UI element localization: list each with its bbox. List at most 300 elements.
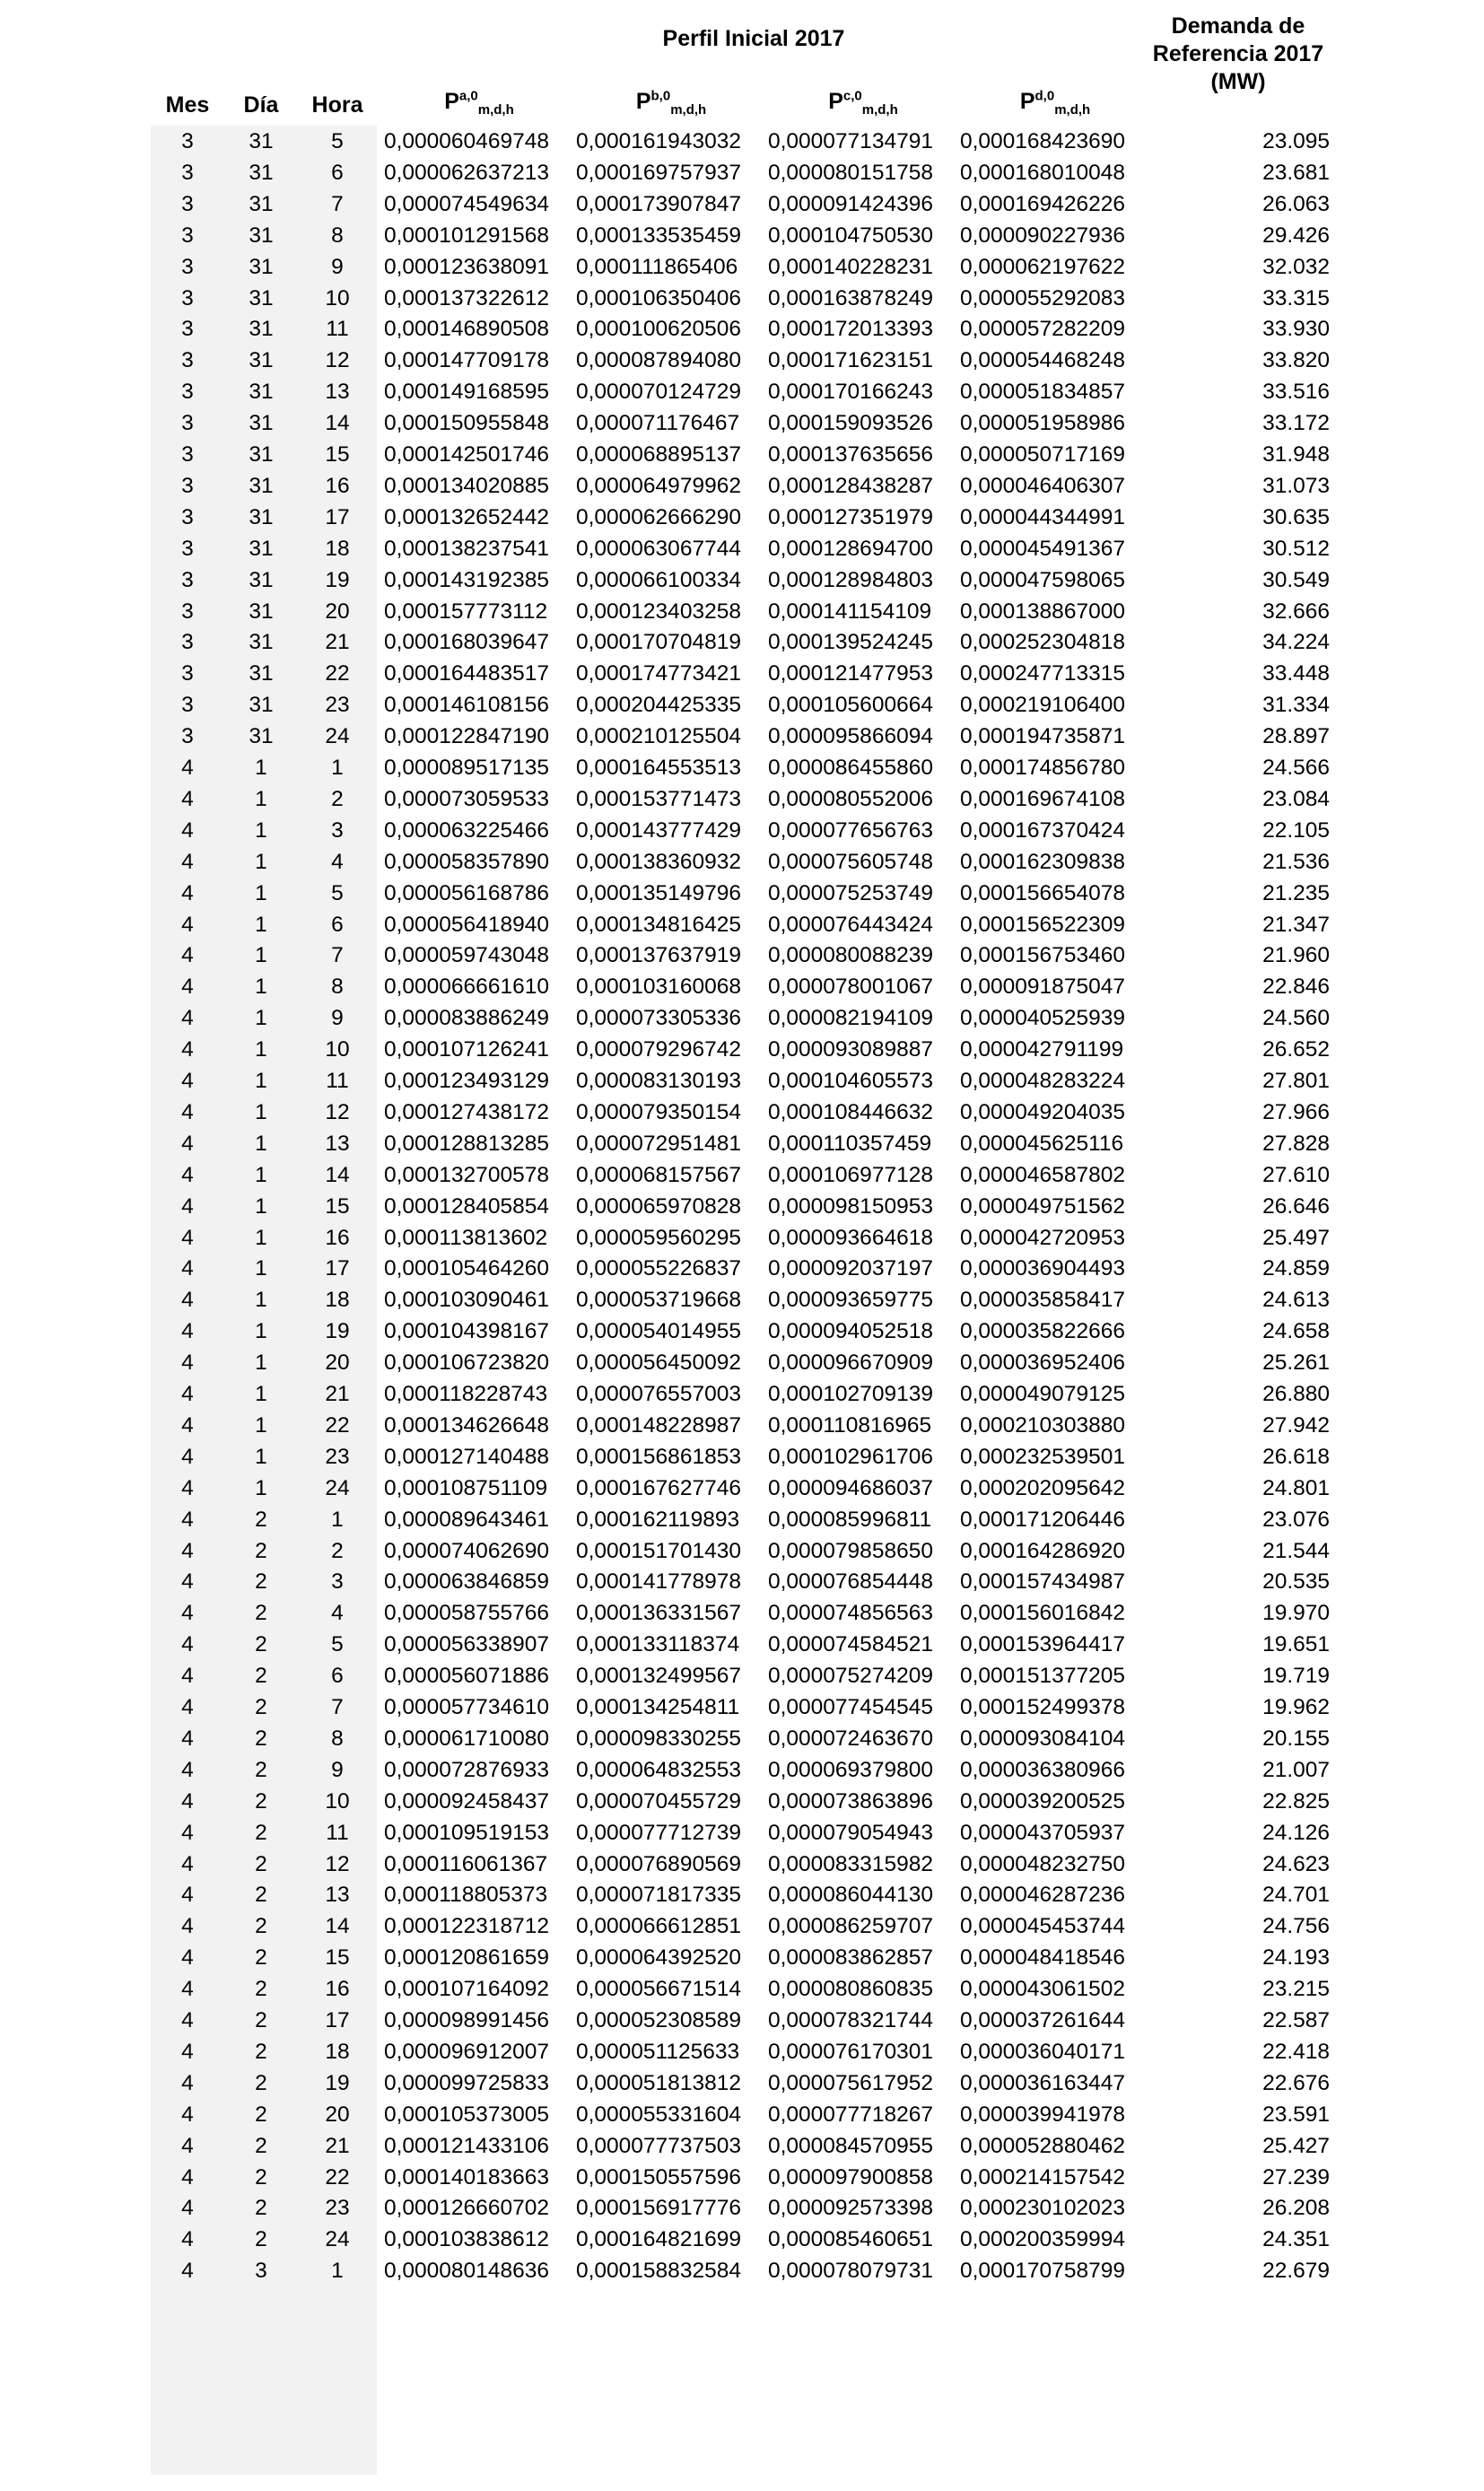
cell-mes: 4 xyxy=(181,1256,194,1281)
table-row xyxy=(0,188,1484,220)
cell-pa: 0,000122318712 xyxy=(384,1914,549,1939)
cell-hora: 8 xyxy=(331,975,344,1000)
cell-pb: 0,000103160068 xyxy=(576,975,741,1000)
cell-demanda: 24.613 xyxy=(1262,1288,1330,1313)
cell-pa: 0,000128813285 xyxy=(384,1131,549,1156)
cell-dia: 1 xyxy=(255,1162,267,1187)
cell-demanda: 23.591 xyxy=(1262,2102,1330,2127)
cell-pa: 0,000127140488 xyxy=(384,1444,549,1469)
cell-pd: 0,000156016842 xyxy=(960,1601,1125,1626)
cell-demanda: 19.651 xyxy=(1262,1632,1330,1657)
cell-mes: 4 xyxy=(181,1788,194,1814)
cell-mes: 3 xyxy=(181,285,194,310)
cell-pb: 0,000055226837 xyxy=(576,1256,741,1281)
cell-pc: 0,000093664618 xyxy=(768,1225,933,1250)
cell-pc: 0,000079054943 xyxy=(768,1820,933,1845)
cell-pb: 0,000066612851 xyxy=(576,1914,741,1939)
cell-dia: 1 xyxy=(255,1069,267,1093)
cell-pb: 0,000106350406 xyxy=(576,285,741,310)
cell-mes: 4 xyxy=(181,1851,194,1876)
cell-pb: 0,000071817335 xyxy=(576,1883,741,1908)
cell-mes: 3 xyxy=(181,160,194,185)
cell-pc: 0,000078321744 xyxy=(768,2008,933,2032)
cell-demanda: 33.315 xyxy=(1262,285,1330,310)
cell-dia: 1 xyxy=(255,756,267,780)
cell-pa: 0,000157773112 xyxy=(384,599,548,624)
cell-demanda: 29.426 xyxy=(1262,223,1330,248)
cell-pb: 0,000065970828 xyxy=(576,1193,741,1219)
cell-mes: 4 xyxy=(181,975,194,1000)
cell-pa: 0,000099725833 xyxy=(384,2070,549,2095)
cell-demanda: 31.073 xyxy=(1262,473,1330,498)
cell-pa: 0,000116061367 xyxy=(384,1851,548,1876)
cell-pb: 0,000134254811 xyxy=(576,1695,740,1719)
table-row xyxy=(0,1849,1484,1880)
cell-pd: 0,000230102023 xyxy=(960,2196,1125,2221)
cell-pc: 0,000074856563 xyxy=(768,1601,933,1626)
cell-hora: 3 xyxy=(331,1569,344,1595)
cell-mes: 4 xyxy=(181,1444,194,1469)
cell-pb: 0,000153771473 xyxy=(576,786,741,811)
cell-demanda: 24.193 xyxy=(1262,1945,1330,1971)
cell-mes: 4 xyxy=(181,1945,194,1971)
cell-demanda: 23.076 xyxy=(1262,1507,1330,1532)
table-row xyxy=(0,1347,1484,1378)
cell-pd: 0,000194735871 xyxy=(960,724,1125,749)
cell-dia: 31 xyxy=(249,191,274,216)
cell-hora: 23 xyxy=(325,693,350,718)
demand-header-line2: Referencia 2017 xyxy=(1152,41,1324,66)
cell-dia: 2 xyxy=(255,2227,267,2252)
cell-hora: 14 xyxy=(325,1162,350,1187)
cell-dia: 31 xyxy=(249,724,274,749)
cell-demanda: 19.970 xyxy=(1262,1601,1330,1626)
cell-pa: 0,000120861659 xyxy=(384,1945,549,1971)
cell-dia: 1 xyxy=(255,1288,267,1313)
cell-demanda: 24.756 xyxy=(1262,1914,1330,1939)
cell-mes: 4 xyxy=(181,1350,194,1376)
cell-dia: 31 xyxy=(249,693,274,718)
cell-hora: 9 xyxy=(331,1757,344,1782)
cell-pb: 0,000055331604 xyxy=(576,2102,741,2127)
table-row xyxy=(0,564,1484,596)
cell-dia: 2 xyxy=(255,2164,267,2189)
cell-demanda: 33.820 xyxy=(1262,348,1330,373)
cell-demanda: 33.930 xyxy=(1262,317,1330,342)
table-row xyxy=(0,815,1484,846)
cell-mes: 4 xyxy=(181,912,194,937)
cell-pb: 0,000053719668 xyxy=(576,1288,741,1313)
cell-pd: 0,000232539501 xyxy=(960,1444,1125,1469)
cell-mes: 4 xyxy=(181,1131,194,1156)
table-row xyxy=(0,1691,1484,1723)
cell-pa: 0,000056418940 xyxy=(384,912,549,937)
table-row xyxy=(0,878,1484,909)
table-row xyxy=(0,1191,1484,1222)
cell-dia: 2 xyxy=(255,2039,267,2064)
table-row xyxy=(0,1504,1484,1535)
table-row xyxy=(0,1253,1484,1284)
cell-mes: 4 xyxy=(181,1538,194,1563)
cell-demanda: 24.701 xyxy=(1262,1883,1330,1908)
cell-mes: 4 xyxy=(181,849,194,874)
cell-mes: 4 xyxy=(181,1601,194,1626)
cell-pd: 0,000156522309 xyxy=(960,912,1125,937)
cell-pb: 0,000051813812 xyxy=(576,2070,741,2095)
table-row xyxy=(0,157,1484,188)
cell-demanda: 23.681 xyxy=(1262,160,1330,185)
cell-pd: 0,000157434987 xyxy=(960,1569,1125,1595)
table-row xyxy=(0,502,1484,533)
cell-hora: 16 xyxy=(325,1225,350,1250)
cell-pc: 0,000080860835 xyxy=(768,1977,933,2002)
cell-hora: 6 xyxy=(331,160,344,185)
cell-pa: 0,000146890508 xyxy=(384,317,549,342)
cell-pa: 0,000074549634 xyxy=(384,191,549,216)
cell-demanda: 33.516 xyxy=(1262,380,1330,405)
cell-pb: 0,000062666290 xyxy=(576,504,741,529)
cell-dia: 2 xyxy=(255,1788,267,1814)
cell-pb: 0,000167627746 xyxy=(576,1475,741,1500)
cell-pd: 0,000170758799 xyxy=(960,2259,1125,2284)
cell-pc: 0,000075274209 xyxy=(768,1664,933,1689)
cell-pa: 0,000118228743 xyxy=(384,1382,548,1406)
cell-pd: 0,000045491367 xyxy=(960,536,1125,561)
cell-demanda: 24.566 xyxy=(1262,756,1330,780)
cell-dia: 1 xyxy=(255,1256,267,1281)
cell-pb: 0,000174773421 xyxy=(576,661,741,686)
cell-pd: 0,000045453744 xyxy=(960,1914,1125,1939)
cell-pb: 0,000064979962 xyxy=(576,473,741,498)
cell-dia: 2 xyxy=(255,2196,267,2221)
cell-hora: 8 xyxy=(331,1726,344,1751)
cell-pd: 0,000037261644 xyxy=(960,2008,1125,2032)
cell-pd: 0,000202095642 xyxy=(960,1475,1125,1500)
cell-hora: 11 xyxy=(326,317,349,342)
cell-hora: 23 xyxy=(325,2196,350,2221)
cell-pd: 0,000153964417 xyxy=(960,1632,1125,1657)
table-row xyxy=(0,2067,1484,2099)
cell-demanda: 27.942 xyxy=(1262,1412,1330,1438)
cell-demanda: 27.801 xyxy=(1262,1069,1330,1093)
cell-mes: 4 xyxy=(181,1977,194,2002)
cell-demanda: 33.448 xyxy=(1262,661,1330,686)
table-row xyxy=(0,1566,1484,1597)
cell-pc: 0,000086455860 xyxy=(768,756,933,780)
table-row xyxy=(0,1378,1484,1410)
cell-dia: 2 xyxy=(255,1664,267,1689)
cell-pd: 0,000167370424 xyxy=(960,817,1125,843)
cell-demanda: 22.846 xyxy=(1262,975,1330,1000)
cell-dia: 1 xyxy=(255,1444,267,1469)
cell-demanda: 24.801 xyxy=(1262,1475,1330,1500)
cell-pc: 0,000075617952 xyxy=(768,2070,933,2095)
cell-hora: 19 xyxy=(325,1319,350,1344)
cell-pd: 0,000036952406 xyxy=(960,1350,1125,1376)
cell-dia: 2 xyxy=(255,1883,267,1908)
cell-demanda: 21.235 xyxy=(1262,880,1330,905)
header-pc: P$^{c,0}_{m,d,h}$ xyxy=(828,88,898,118)
cell-dia: 2 xyxy=(255,1507,267,1532)
header-pd: P$^{d,0}_{m,d,h}$ xyxy=(1019,88,1091,118)
cell-dia: 1 xyxy=(255,1475,267,1500)
cell-demanda: 25.427 xyxy=(1262,2133,1330,2158)
demand-header-line3: (MW) xyxy=(1210,69,1266,94)
cell-hora: 21 xyxy=(325,2133,350,2158)
cell-pb: 0,000077737503 xyxy=(576,2133,741,2158)
cell-pb: 0,000071176467 xyxy=(576,411,740,436)
cell-pd: 0,000048232750 xyxy=(960,1851,1125,1876)
cell-pa: 0,000104398167 xyxy=(384,1319,549,1344)
cell-hora: 1 xyxy=(331,1507,344,1532)
cell-pb: 0,000068895137 xyxy=(576,442,741,467)
cell-pc: 0,000085460651 xyxy=(768,2227,933,2252)
cell-pa: 0,000137322612 xyxy=(384,285,549,310)
cell-pb: 0,000064392520 xyxy=(576,1945,741,1971)
cell-pc: 0,000092037197 xyxy=(768,1256,933,1281)
table-row xyxy=(0,1410,1484,1441)
cell-mes: 4 xyxy=(181,1820,194,1845)
cell-pb: 0,000123403258 xyxy=(576,599,741,624)
cell-mes: 4 xyxy=(181,1883,194,1908)
cell-pd: 0,000057282209 xyxy=(960,317,1125,342)
cell-pc: 0,000075605748 xyxy=(768,849,933,874)
cell-pb: 0,000076557003 xyxy=(576,1382,741,1406)
cell-pa: 0,000168039647 xyxy=(384,630,549,655)
cell-pd: 0,000047598065 xyxy=(960,567,1125,592)
cell-pd: 0,000048283224 xyxy=(960,1069,1125,1093)
cell-mes: 4 xyxy=(181,1319,194,1344)
cell-pd: 0,000168423690 xyxy=(960,129,1125,153)
cell-mes: 4 xyxy=(181,1006,194,1031)
cell-pa: 0,000101291568 xyxy=(384,223,549,248)
cell-pd: 0,000093084104 xyxy=(960,1726,1125,1751)
cell-pb: 0,000087894080 xyxy=(576,348,741,373)
cell-dia: 1 xyxy=(255,1006,267,1031)
cell-pc: 0,000069379800 xyxy=(768,1757,933,1782)
cell-mes: 3 xyxy=(181,380,194,405)
cell-pd: 0,000036040171 xyxy=(960,2039,1125,2064)
cell-pb: 0,000076890569 xyxy=(576,1851,741,1876)
cell-pc: 0,000077656763 xyxy=(768,817,933,843)
cell-pc: 0,000110357459 xyxy=(768,1131,932,1156)
cell-pb: 0,000164553513 xyxy=(576,756,741,780)
table-row xyxy=(0,940,1484,971)
cell-hora: 24 xyxy=(325,724,350,749)
cell-mes: 4 xyxy=(181,2070,194,2095)
cell-mes: 4 xyxy=(181,2102,194,2127)
cell-pd: 0,000168010048 xyxy=(960,160,1125,185)
cell-pa: 0,000123493129 xyxy=(384,1069,549,1093)
cell-pd: 0,000052880462 xyxy=(960,2133,1125,2158)
cell-pa: 0,000073059533 xyxy=(384,786,549,811)
cell-pd: 0,000169426226 xyxy=(960,191,1125,216)
cell-pa: 0,000132700578 xyxy=(384,1162,549,1187)
cell-pc: 0,000110816965 xyxy=(768,1412,932,1438)
cell-pb: 0,000056671514 xyxy=(576,1977,741,2002)
cell-demanda: 26.652 xyxy=(1262,1037,1330,1062)
cell-dia: 2 xyxy=(255,1914,267,1939)
cell-pd: 0,000051958986 xyxy=(960,411,1125,436)
cell-hora: 1 xyxy=(331,2259,344,2284)
table-row xyxy=(0,1723,1484,1754)
table-row xyxy=(0,1002,1484,1034)
cell-pd: 0,000036904493 xyxy=(960,1256,1125,1281)
cell-demanda: 34.224 xyxy=(1262,630,1330,655)
cell-pc: 0,000094052518 xyxy=(768,1319,933,1344)
cell-dia: 1 xyxy=(255,1037,267,1062)
cell-pa: 0,000107164092 xyxy=(384,1977,549,2002)
cell-pc: 0,000159093526 xyxy=(768,411,933,436)
cell-mes: 4 xyxy=(181,1162,194,1187)
cell-pa: 0,000105464260 xyxy=(384,1256,549,1281)
cell-pd: 0,000036380966 xyxy=(960,1757,1125,1782)
cell-pd: 0,000151377205 xyxy=(960,1664,1125,1689)
cell-hora: 15 xyxy=(325,1945,350,1971)
cell-hora: 17 xyxy=(325,504,350,529)
cell-dia: 1 xyxy=(255,1319,267,1344)
cell-mes: 4 xyxy=(181,1193,194,1219)
table-row xyxy=(0,533,1484,564)
cell-pc: 0,000075253749 xyxy=(768,880,933,905)
table-row xyxy=(0,1597,1484,1629)
cell-hora: 2 xyxy=(331,1538,344,1563)
cell-pd: 0,000156753460 xyxy=(960,943,1125,968)
cell-mes: 3 xyxy=(181,567,194,592)
table-row xyxy=(0,1284,1484,1315)
cell-pd: 0,000200359994 xyxy=(960,2227,1125,2252)
cell-pb: 0,000132499567 xyxy=(576,1664,741,1689)
cell-mes: 3 xyxy=(181,504,194,529)
cell-pa: 0,000134020885 xyxy=(384,473,549,498)
cell-hora: 24 xyxy=(325,2227,350,2252)
cell-pd: 0,000214157542 xyxy=(960,2164,1125,2189)
cell-mes: 3 xyxy=(181,661,194,686)
cell-dia: 31 xyxy=(249,411,274,436)
cell-dia: 31 xyxy=(249,129,274,153)
cell-demanda: 27.239 xyxy=(1262,2164,1330,2189)
cell-demanda: 26.618 xyxy=(1262,1444,1330,1469)
cell-pa: 0,000164483517 xyxy=(384,661,549,686)
cell-pb: 0,000056450092 xyxy=(576,1350,741,1376)
cell-pd: 0,000035858417 xyxy=(960,1288,1125,1313)
cell-pa: 0,000105373005 xyxy=(384,2102,549,2127)
cell-hora: 2 xyxy=(331,786,344,811)
cell-mes: 3 xyxy=(181,724,194,749)
cell-hora: 18 xyxy=(325,1288,350,1313)
cell-dia: 2 xyxy=(255,1538,267,1563)
cell-pb: 0,000148228987 xyxy=(576,1412,741,1438)
cell-pc: 0,000078079731 xyxy=(768,2259,933,2284)
cell-hora: 22 xyxy=(325,661,350,686)
table-row xyxy=(0,658,1484,689)
cell-hora: 13 xyxy=(325,1131,350,1156)
cell-dia: 1 xyxy=(255,1382,267,1406)
cell-demanda: 20.155 xyxy=(1262,1726,1330,1751)
table-row xyxy=(0,1817,1484,1849)
cell-demanda: 26.646 xyxy=(1262,1193,1330,1219)
cell-mes: 4 xyxy=(181,1037,194,1062)
cell-demanda: 20.535 xyxy=(1262,1569,1330,1595)
cell-pd: 0,000035822666 xyxy=(960,1319,1125,1344)
cell-pd: 0,000045625116 xyxy=(960,1131,1124,1156)
cell-pd: 0,000091875047 xyxy=(960,975,1125,1000)
table-row xyxy=(0,1315,1484,1347)
cell-dia: 2 xyxy=(255,1632,267,1657)
cell-pb: 0,000070124729 xyxy=(576,380,741,405)
cell-pb: 0,000111865406 xyxy=(576,254,738,279)
cell-pb: 0,000136331567 xyxy=(576,1601,741,1626)
cell-pc: 0,000141154109 xyxy=(768,599,932,624)
cell-mes: 4 xyxy=(181,2227,194,2252)
cell-pc: 0,000079858650 xyxy=(768,1538,933,1563)
cell-demanda: 22.587 xyxy=(1262,2008,1330,2032)
cell-pd: 0,000138867000 xyxy=(960,599,1125,624)
cell-mes: 3 xyxy=(181,536,194,561)
cell-hora: 9 xyxy=(331,1006,344,1031)
cell-pd: 0,000039200525 xyxy=(960,1788,1125,1814)
cell-hora: 16 xyxy=(325,473,350,498)
cell-demanda: 22.825 xyxy=(1262,1788,1330,1814)
cell-dia: 2 xyxy=(255,2102,267,2127)
cell-demanda: 26.880 xyxy=(1262,1382,1330,1406)
cell-pd: 0,000040525939 xyxy=(960,1006,1125,1031)
cell-dia: 31 xyxy=(249,317,274,342)
cell-pb: 0,000133118374 xyxy=(576,1632,740,1657)
cell-hora: 11 xyxy=(326,1069,349,1093)
table-row xyxy=(0,251,1484,283)
cell-mes: 4 xyxy=(181,2133,194,2158)
cell-pa: 0,000072876933 xyxy=(384,1757,549,1782)
cell-mes: 3 xyxy=(181,473,194,498)
cell-pc: 0,000140228231 xyxy=(768,254,933,279)
cell-pc: 0,000076443424 xyxy=(768,912,933,937)
cell-pc: 0,000172013393 xyxy=(768,317,933,342)
cell-pc: 0,000128694700 xyxy=(768,536,933,561)
cell-demanda: 24.126 xyxy=(1262,1820,1330,1845)
cell-hora: 7 xyxy=(331,943,344,968)
cell-pa: 0,000109519153 xyxy=(384,1820,549,1845)
cell-demanda: 22.679 xyxy=(1262,2259,1330,2284)
cell-pb: 0,000063067744 xyxy=(576,536,741,561)
table-row xyxy=(0,283,1484,314)
cell-dia: 31 xyxy=(249,348,274,373)
cell-pa: 0,000103090461 xyxy=(384,1288,549,1313)
cell-mes: 4 xyxy=(181,2164,194,2189)
cell-dia: 31 xyxy=(249,504,274,529)
table-row xyxy=(0,1222,1484,1254)
header-mes: Mes xyxy=(165,92,210,118)
cell-mes: 3 xyxy=(181,317,194,342)
cell-demanda: 32.032 xyxy=(1262,254,1330,279)
cell-dia: 2 xyxy=(255,2133,267,2158)
cell-demanda: 23.095 xyxy=(1262,129,1330,153)
cell-demanda: 25.497 xyxy=(1262,1225,1330,1250)
cell-dia: 31 xyxy=(249,380,274,405)
cell-pc: 0,000091424396 xyxy=(768,191,933,216)
cell-pa: 0,000061710080 xyxy=(384,1726,549,1751)
table-row xyxy=(0,2162,1484,2193)
cell-pa: 0,000143192385 xyxy=(384,567,549,592)
cell-demanda: 23.215 xyxy=(1262,1977,1330,2002)
cell-pc: 0,000095866094 xyxy=(768,724,933,749)
cell-pb: 0,000083130193 xyxy=(576,1069,741,1093)
table-row xyxy=(0,1910,1484,1942)
cell-pa: 0,000058357890 xyxy=(384,849,549,874)
cell-mes: 3 xyxy=(181,442,194,467)
cell-pc: 0,000096670909 xyxy=(768,1350,933,1376)
cell-pa: 0,000108751109 xyxy=(384,1475,548,1500)
